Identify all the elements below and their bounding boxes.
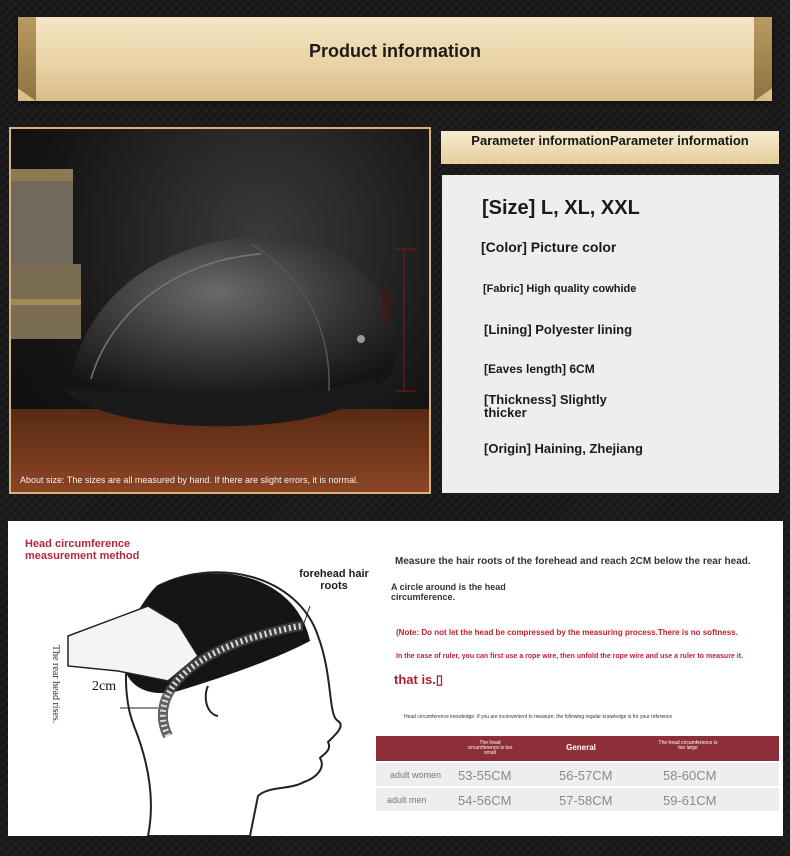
header-banner <box>18 17 772 101</box>
forehead-label: forehead hair roots <box>299 568 369 592</box>
row-label-women: adult women <box>390 770 442 780</box>
product-photo <box>9 127 431 494</box>
cap-eyelet <box>357 335 365 343</box>
cell-men-large: 59-61CM <box>663 793 717 808</box>
parameter-panel <box>442 175 779 493</box>
size-note: About size: The sizes are all measured by hand. If there are slight errors, it is normal. <box>20 475 359 485</box>
param-size: [Size] L, XL, XXL <box>482 197 640 219</box>
that-is-text: that is.▯ <box>394 672 444 687</box>
header-small: The head circumference is too small <box>467 740 513 756</box>
cell-men-general: 57-58CM <box>559 793 613 808</box>
measure-instruction: Measure the hair roots of the forehead and reach 2CM below the rear head. <box>395 556 751 567</box>
note-text: (Note: Do not let the head be compressed by the measuring process.There is no softness. <box>396 628 738 637</box>
param-color: [Color] Picture color <box>481 239 617 255</box>
param-lining: [Lining] Polyester lining <box>484 322 633 337</box>
param-origin: [Origin] Haining, Zhejiang <box>484 441 643 456</box>
cap-crown <box>71 237 395 396</box>
knowledge-text: Head circumference knowledge: If you are inconvenient to measure, the following regular knowledge is for your reference <box>404 714 673 720</box>
table-row <box>376 763 779 786</box>
header-general: General <box>566 743 596 752</box>
row-label-men: adult men <box>387 795 427 805</box>
size-table-header <box>376 736 779 761</box>
measurement-panel <box>8 521 783 836</box>
param-thickness: [Thickness] Slightly thicker <box>484 392 607 420</box>
cell-women-small: 53-55CM <box>458 768 512 783</box>
param-fabric: [Fabric] High quality cowhide <box>483 283 637 295</box>
cap-illustration <box>11 129 429 492</box>
rear-head-label: The rear head rises. <box>50 645 61 724</box>
header-large: The head circumference is too large <box>658 740 718 751</box>
cell-women-general: 56-57CM <box>559 768 613 783</box>
table-row <box>376 788 779 811</box>
cell-men-small: 54-56CM <box>458 793 512 808</box>
parameter-header: Parameter informationParameter information <box>441 131 779 164</box>
ruler-text: In the case of ruler, you can first use a rope wire, then unfold the rope wire and use a ruler to measure it. <box>396 653 743 660</box>
param-eaves: [Eaves length] 6CM <box>484 362 595 376</box>
circle-instruction: A circle around is the head circumference. <box>391 582 506 602</box>
height-label: 10cm <box>378 288 397 326</box>
two-cm-label: 2cm <box>92 679 117 694</box>
banner-title: Product information <box>309 41 481 61</box>
book-stack-top <box>11 169 73 269</box>
measurement-title: Head circumference measurement method <box>25 538 140 562</box>
cell-women-large: 58-60CM <box>663 768 717 783</box>
